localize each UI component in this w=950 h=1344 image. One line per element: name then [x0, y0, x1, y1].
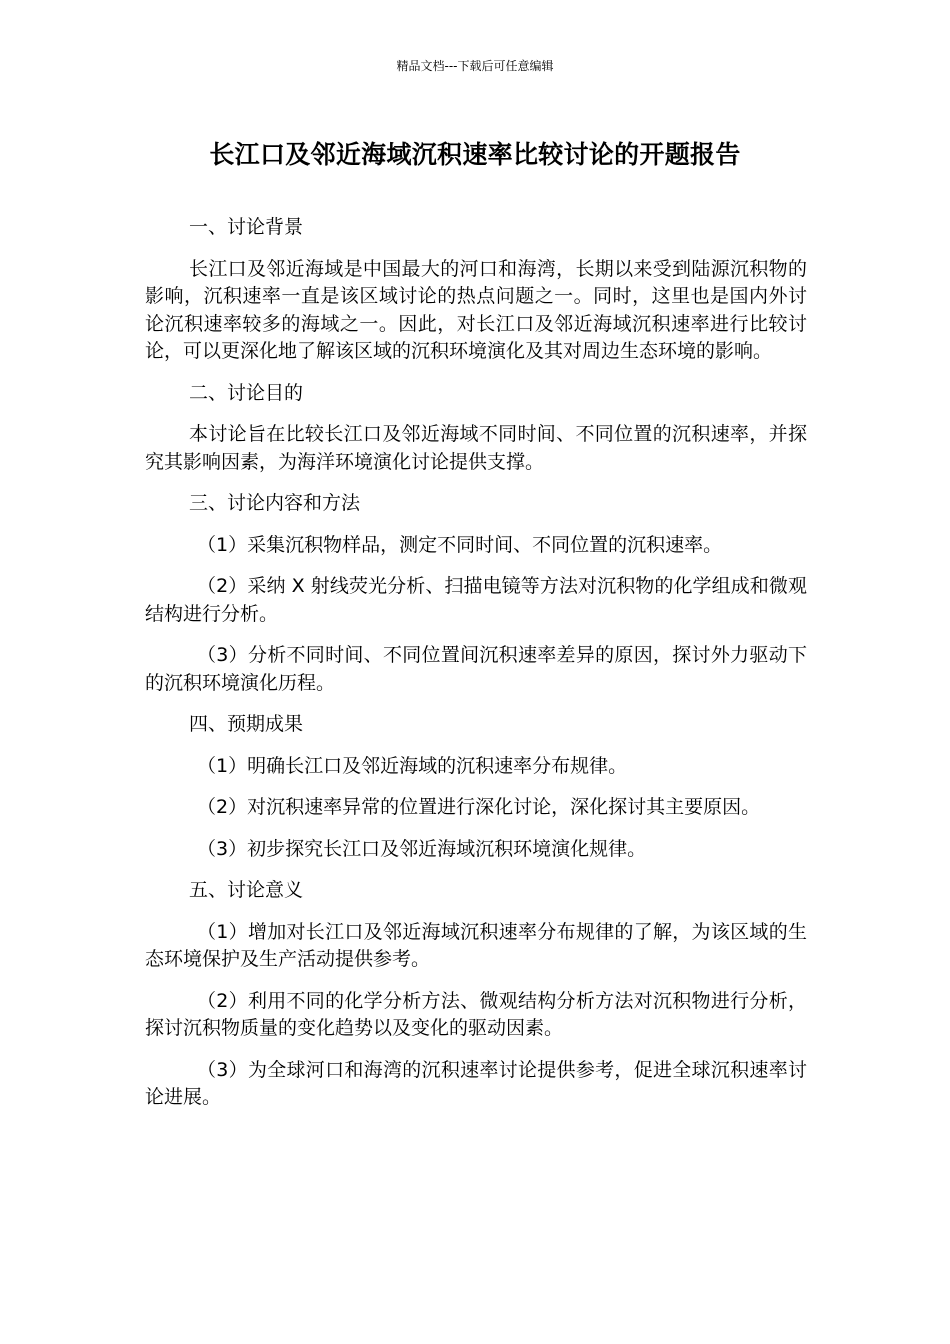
expected-results-item-1: （1）明确长江口及邻近海域的沉积速率分布规律。: [197, 754, 628, 777]
significance-item-2: （2）利用不同的化学分析方法、微观结构分析方法对沉积物进行分析，探讨沉积物质量的变化趋势以及变化的驱动因素。: [145, 989, 807, 1039]
significance-item-3: （3）为全球河口和海湾的沉积速率讨论提供参考，促进全球沉积速率讨论进展。: [145, 1058, 807, 1108]
document-body: [145, 214, 807, 1126]
content-methods-item-3: （3）分析不同时间、不同位置间沉积速率差异的原因，探讨外力驱动下的沉积环境演化历程。: [145, 644, 807, 694]
significance-item-1: （1）增加对长江口及邻近海域沉积速率分布规律的了解，为该区域的生态环境保护及生产活动提供参考。: [145, 920, 807, 970]
background-paragraph: 长江口及邻近海域是中国最大的河口和海湾，长期以来受到陆源沉积物的影响，沉积速率一直是该区域讨论的热点问题之一。同时，这里也是国内外讨论沉积速率较多的海域之一。因此，对长江口及邻近海域沉积速率进行比较讨论，可以更深化地了解该区域的沉积环境演化及其对周边生态环境的影响。: [145, 257, 807, 362]
section-heading-purpose: 二、讨论目的: [189, 381, 304, 404]
section-heading-significance: 五、讨论意义: [189, 879, 304, 901]
section-heading-background: 一、讨论背景: [189, 216, 304, 238]
content-methods-item-1: （1）采集沉积物样品，测定不同时间、不同位置的沉积速率。: [197, 533, 723, 556]
content-methods-item-2: （2）采纳 X 射线荧光分析、扫描电镜等方法对沉积物的化学组成和微观结构进行分析。: [145, 575, 807, 625]
section-heading-content-methods: 三、讨论内容和方法: [189, 492, 361, 514]
page-header: 精品文档---下载后可任意编辑: [396, 59, 554, 73]
expected-results-item-2: （2）对沉积速率异常的位置进行深化讨论，深化探讨其主要原因。: [197, 796, 761, 818]
purpose-paragraph: 本讨论旨在比较长江口及邻近海域不同时间、不同位置的沉积速率，并探究其影响因素，为海洋环境演化讨论提供支撑。: [145, 423, 807, 473]
section-heading-expected-results: 四、预期成果: [189, 713, 304, 735]
expected-results-item-3: （3）初步探究长江口及邻近海域沉积环境演化规律。: [197, 837, 647, 860]
document-title: 长江口及邻近海域沉积速率比较讨论的开题报告: [209, 140, 741, 169]
